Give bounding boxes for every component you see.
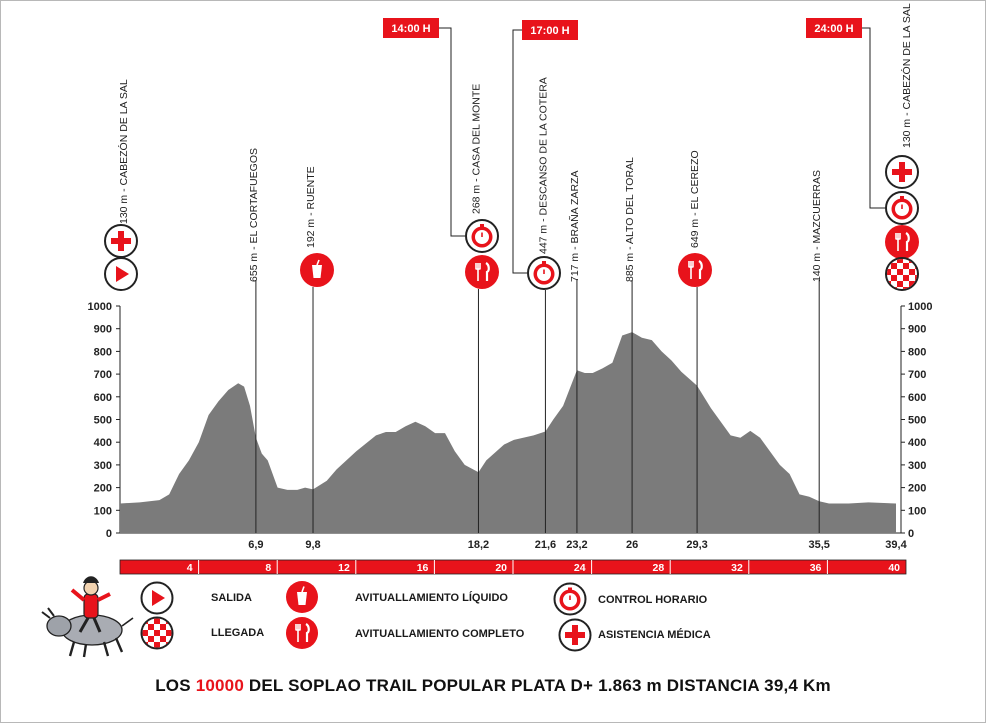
checker-cell — [903, 263, 909, 269]
checker-cell — [897, 269, 903, 275]
y-tick-label-right: 300 — [908, 459, 927, 472]
y-tick-label-left: 300 — [93, 459, 112, 472]
watch-crown — [480, 224, 484, 227]
footer-title — [0, 676, 986, 696]
y-tick-label-left: 900 — [93, 323, 112, 336]
checker-cell — [903, 275, 909, 281]
waypoint-label: 268 m - CASA DEL MONTE — [470, 83, 483, 214]
y-tick-label-right: 700 — [908, 369, 927, 382]
y-tick-label-right: 800 — [908, 346, 927, 359]
distance-bar-label: 36 — [809, 562, 822, 574]
watch-crown — [900, 196, 904, 199]
footer-prefix: LOS — [155, 676, 196, 695]
elevation-profile-area — [120, 332, 896, 533]
waypoint-label: 649 m - EL CEREZO — [689, 150, 702, 248]
legend-medical-label: ASISTENCIA MÉDICA — [598, 629, 711, 641]
distance-bar-label: 4 — [186, 562, 193, 574]
food-icon-bg — [678, 253, 712, 287]
legend-control-label: CONTROL HORARIO — [598, 594, 708, 606]
watch-crown — [542, 261, 546, 264]
food-icon-bg — [885, 225, 919, 259]
distance-bar-label: 28 — [652, 562, 665, 574]
y-tick-label-left: 600 — [93, 391, 112, 404]
time-badge-label: 17:00 H — [530, 25, 570, 37]
km-label: 9,8 — [305, 539, 321, 551]
time-badge-label: 14:00 H — [391, 23, 431, 35]
legend-food-label: AVITUALLAMIENTO COMPLETO — [355, 628, 525, 640]
km-label: 39,4 — [885, 539, 907, 551]
legend-start-label: SALIDA — [211, 592, 252, 604]
waypoint — [811, 170, 823, 533]
bull-rider-mascot-icon — [34, 568, 136, 660]
distance-bar-label: 32 — [731, 562, 743, 574]
km-label: 6,9 — [248, 539, 264, 551]
y-tick-label-left: 400 — [93, 437, 112, 450]
waypoint — [300, 166, 334, 533]
checker-cell — [915, 287, 921, 293]
footer-rest: DEL SOPLAO TRAIL POPULAR PLATA D+ 1.863 m DISTANCIA 39,4 Km — [243, 676, 831, 695]
distance-bar-layer — [120, 560, 906, 574]
checker-cell — [909, 269, 915, 275]
footer-highlight: 10000 — [195, 676, 244, 695]
legend-finish-label: LLEGADA — [211, 627, 265, 639]
distance-bar-label: 8 — [265, 562, 272, 574]
waypoint-label: 140 m - MAZCUERRAS — [811, 169, 824, 282]
time-connector — [513, 30, 527, 273]
y-tick-label-left: 800 — [93, 346, 112, 359]
distance-bar-label: 24 — [573, 562, 586, 574]
y-tick-label-left: 700 — [93, 369, 112, 382]
y-tick-label-left: 1000 — [87, 301, 112, 313]
km-label: 21,6 — [534, 539, 557, 551]
waypoint-label: 130 m - CABEZÓN DE LA SAL — [118, 79, 130, 224]
y-tick-label-right: 400 — [908, 437, 927, 450]
y-tick-label-left: 100 — [93, 505, 112, 518]
legend-liquid-label: AVITUALLAMIENTO LÍQUIDO — [355, 592, 508, 604]
y-tick-label-right: 0 — [908, 528, 915, 540]
y-tick-label-left: 500 — [93, 414, 112, 427]
time-badge-label: 24:00 H — [814, 23, 854, 35]
km-label: 18,2 — [467, 539, 490, 551]
waypoint — [105, 79, 137, 290]
km-label: 29,3 — [686, 539, 708, 551]
y-tick-label-right: 200 — [908, 482, 927, 495]
cup-glyph — [312, 265, 322, 278]
y-tick-label-right: 600 — [908, 391, 927, 404]
km-label: 35,5 — [808, 539, 830, 551]
distance-bar-label: 16 — [416, 562, 429, 574]
checker-cell — [891, 263, 897, 269]
distance-bar-label: 12 — [338, 562, 350, 574]
y-tick-label-right: 900 — [908, 323, 927, 336]
y-tick-label-right: 500 — [908, 414, 927, 427]
waypoint-label: 655 m - EL CORTAFUEGOS — [247, 147, 260, 282]
distance-bar-label: 20 — [495, 562, 507, 574]
time-connector — [439, 28, 465, 236]
y-tick-label-right: 100 — [908, 505, 927, 518]
km-label: 23,2 — [566, 539, 588, 551]
waypoint — [806, 3, 921, 293]
y-tick-label-left: 0 — [105, 528, 112, 540]
distance-bar-label: 40 — [888, 562, 900, 574]
checker-cell — [897, 281, 903, 287]
waypoint-label: 717 m - BRAÑA ZARZA — [568, 170, 581, 282]
time-connector — [862, 28, 885, 208]
waypoint-label: 447 m - DESCANSO DE LA COTERA — [537, 77, 550, 254]
km-label: 26 — [625, 539, 639, 551]
waypoint-label: 130 m - CABEZÓN DE LA SAL — [901, 3, 913, 148]
food-icon-bg — [465, 255, 499, 289]
waypoint-label: 885 m - ALTO DEL TORAL — [624, 157, 637, 282]
checker-cell — [891, 275, 897, 281]
y-tick-label-right: 1000 — [908, 301, 933, 313]
waypoint-label: 192 m - RUENTE — [305, 166, 318, 248]
y-tick-label-left: 200 — [93, 482, 112, 495]
profile-area-layer — [120, 332, 896, 533]
